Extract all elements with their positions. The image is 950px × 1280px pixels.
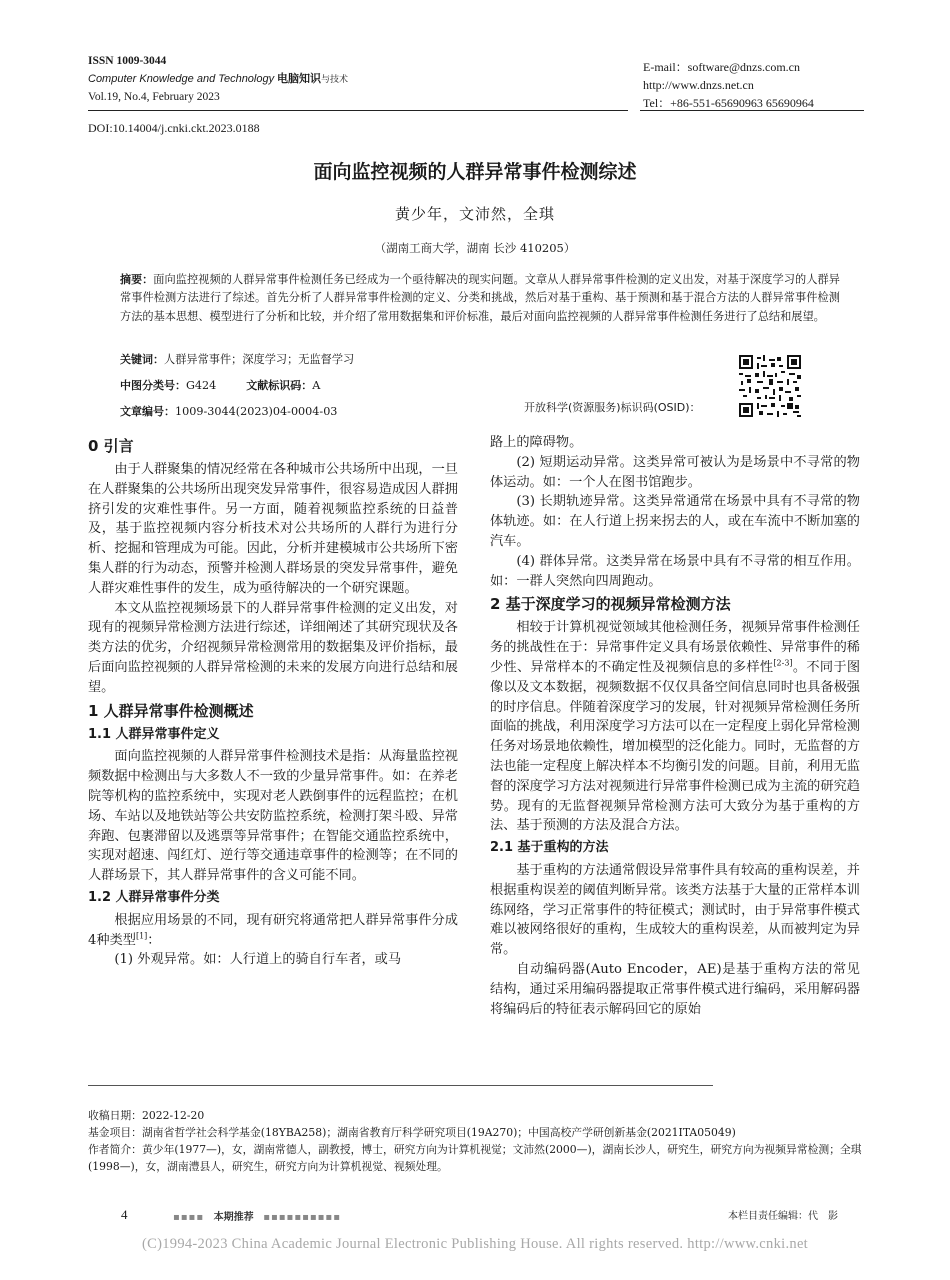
paragraph-type-1: (1) 外观异常。如：人行道上的骑自行车者，或马 xyxy=(114,952,402,968)
paragraph-definition: 面向监控视频的人群异常事件检测技术是指：从海量监控视频数据中检测出与大多数人不一致的少量异常事件。如：在养老院等机构的监控系统中，实现对老人跌倒事件的远程监控；在机场、车站以及地铁站等公共安防监控系统，检测打架斗殴、异常奔跑、包裹滞留以及逃票等异常事件；在智能交通监控系统中，实现对超速、闯红灯、逆行等交通违章事件的检测等；在不同的人群场景下，其人群异常事件的含义可能不同。 xyxy=(88,749,458,884)
authors: 黄少年，文沛然，全琪 xyxy=(394,205,555,223)
right-column xyxy=(490,433,860,1019)
left-column xyxy=(88,433,458,970)
classification-text-end: ： xyxy=(147,932,161,948)
abstract xyxy=(120,271,840,326)
osid-label: 开放科学(资源服务)标识码(OSID)： xyxy=(524,401,701,414)
fund-text: 湖南省哲学社会科学基金(18YBA258)；湖南省教育厅科学研究项目(19A270)；中国高校产学研创新基金(2021ITA05049) xyxy=(141,1126,736,1139)
paper-title: 面向监控视频的人群异常事件检测综述 xyxy=(313,161,637,183)
doc-code-label: 文献标识码： xyxy=(246,379,313,392)
article-no-text: 1009-3044(2023)04-0004-03 xyxy=(175,405,338,418)
article-no-label: 文章编号： xyxy=(120,405,175,418)
paragraph-type-4: (4) 群体异常。这类异常在场景中具有不寻常的相互作用。如：一群人突然向四周跑动。 xyxy=(490,553,860,589)
classification-text: 根据应用场景的不同，现有研究将通常把人群异常事件分成4种类型 xyxy=(88,912,458,948)
paragraph-autoencoder: 自动编码器(Auto Encoder，AE)是基于重构方法的常见结构，通过采用编码器提取正常事件模式进行编码，采用解码器将编码后的特征表示解码回它的原始 xyxy=(490,961,860,1017)
citation-ref-1: [1] xyxy=(135,931,148,941)
section-heading-2: 2 基于深度学习的视频异常检测方法 xyxy=(490,595,731,614)
dots-decoration-right: ▪▪▪▪▪▪▪▪▪▪ xyxy=(263,1212,341,1223)
doi: DOI:10.14004/j.cnki.ckt.2023.0188 xyxy=(88,121,260,135)
journal-name xyxy=(88,70,348,88)
contact-email: E-mail：software@dnzs.com.cn xyxy=(643,60,801,74)
journal-name-cn: 电脑知识 xyxy=(276,72,321,85)
clc-text: G424 xyxy=(186,379,217,392)
author-bio-text: 黄少年(1977—)，女，湖南常德人，副教授，博士，研究方向为计算机视觉；文沛然(2000—)，湖南长沙人，研究生，研究方向为视频异常检测；全琪(1998—)，女，湖南澧县人，研究生，研究方向为计算机视觉、视频处理。 xyxy=(88,1143,862,1173)
paragraph-type-1-cont: 路上的障碍物。 xyxy=(490,435,583,450)
classification xyxy=(120,377,320,393)
qr-code-icon xyxy=(739,355,801,417)
keywords xyxy=(120,351,354,367)
header-rule-right xyxy=(640,110,864,111)
paragraph-intro-1: 由于人群聚集的情况经常在各种城市公共场所中出现，一旦在人群聚集的公共场所出现突发异常事件，很容易造成因人群拥挤引发的灾难性事件。另一方面，随着视频监控系统的日益普及，基于监控视频内容分析技术对公共场所的人群行为进行分析、挖掘和管理成为可能。因此，分析并建模城市公共场所下密集人群的行为动态，预警并检测人群场景的突发异常事件，避免人群灾难性事件的发生，成为亟待解决的一个研究课题。 xyxy=(88,462,458,596)
challenges-text-a: 相较于计算机视觉领域其他检测任务，视频异常事件检测任务的挑战性在于：异常事件定义具有场景依赖性、异常事件的稀少性、异常样本的不确定性及视频信息的多样性 xyxy=(490,620,860,675)
keywords-text: 人群异常事件；深度学习；无监督学习 xyxy=(164,353,355,366)
dots-decoration-left: ▪▪▪▪ xyxy=(173,1212,205,1223)
citation-ref-2-3: [2-3] xyxy=(773,658,793,668)
contact-url: http://www.dnzs.net.cn xyxy=(643,78,754,92)
fund-label: 基金项目： xyxy=(88,1126,142,1139)
recommend-banner xyxy=(173,1208,341,1223)
section-heading-1-1: 1.1 人群异常事件定义 xyxy=(88,726,220,742)
journal-name-cn2: 与技术 xyxy=(320,74,348,84)
clc-label: 中图分类号： xyxy=(120,379,186,392)
journal-header-left xyxy=(88,52,348,106)
journal-header-right xyxy=(643,58,814,112)
section-heading-1-2: 1.2 人群异常事件分类 xyxy=(88,889,220,905)
copyright-watermark: (C)1994-2023 China Academic Journal Electronic Publishing House. All rights reserved. http://www.cnki.net xyxy=(141,1236,809,1252)
column-editor: 本栏目责任编辑：代 影 xyxy=(728,1211,838,1222)
paragraph-reconstruction: 基于重构的方法通常假设异常事件具有较高的重构误差，并根据重构误差的阈值判断异常。该类方法基于大量的正常样本训练网络，学习正常事件的特征模式；测试时，由于异常事件模式难以被网络很好的重构，生成较大的重构误差，从而被判定为异常。 xyxy=(490,862,860,958)
author-bio-label: 作者简介： xyxy=(88,1143,142,1156)
paragraph-classification xyxy=(88,911,458,951)
fund-info xyxy=(88,1124,868,1141)
section-heading-1: 1 人群异常事件检测概述 xyxy=(88,701,254,720)
contact-tel: Tel：+86-551-65690963 65690964 xyxy=(643,96,814,110)
footnote xyxy=(88,1107,868,1175)
article-number xyxy=(120,403,337,419)
paragraph-type-2: (2) 短期运动异常。这类异常可被认为是场景中不寻常的物体运动。如：一个人在图书馆跑步。 xyxy=(490,454,860,490)
doc-code-text: A xyxy=(312,379,321,392)
recommend-label: 本期推荐 xyxy=(213,1212,254,1223)
section-heading-2-1: 2.1 基于重构的方法 xyxy=(490,840,609,856)
footnote-rule xyxy=(88,1085,713,1086)
paragraph-challenges xyxy=(490,618,860,836)
header-rule-left xyxy=(88,110,628,111)
journal-name-en: Computer Knowledge and Technology xyxy=(88,73,275,85)
volume-info: Vol.19, No.4, February 2023 xyxy=(88,91,220,103)
paragraph-type-3: (3) 长期轨迹异常。这类异常通常在场景中具有不寻常的物体轨迹。如：在人行道上拐来拐去的人，或在车流中不断加塞的汽车。 xyxy=(490,494,860,549)
abstract-text: 面向监控视频的人群异常事件检测任务已经成为一个亟待解决的现实问题。文章从人群异常事件检测的定义出发，对基于深度学习的人群异常事件检测方法进行了综述。首先分析了人群异常事件检测的定义、分类和挑战，然后对基于重构、基于预测和基于混合方法的人群异常事件检测方法的基本思想、模型进行了分析和比较，并介绍了常用数据集和评价标准，最后对面向监控视频的人群异常事件检测任务进行了总结和展望。 xyxy=(120,273,840,323)
keywords-label: 关键词： xyxy=(120,353,164,366)
author-bio xyxy=(88,1141,868,1175)
abstract-label: 摘要： xyxy=(120,273,154,286)
paragraph-intro-2: 本文从监控视频场景下的人群异常事件检测的定义出发，对现有的视频异常检测方法进行综述，详细阐述了其研究现状及各类方法的优劣，介绍视频异常检测常用的数据集及评价指标，最后面向监控视频的人群异常检测的未来的发展方向进行总结和展望。 xyxy=(88,600,458,695)
challenges-text-b: 。不同于图像以及文本数据，视频数据不仅仅具备空间信息同时也具备极强的时序信息。伴随着深度学习的发展，针对视频异常检测任务所面临的挑战，利用深度学习方法可以在一定程度上弱化异常检测任务对场景地依赖性，增加模型的泛化能力。同时，无监督的方法也能一定程度上解决样本不均衡引发的问题。目前，利用无监督的深度学习方法对视频进行异常事件检测已成为主流的研究趋势。现有的无监督视频异常检测方法可大致分为基于重构的方法、基于预测的方法及混合方法。 xyxy=(490,659,861,834)
received-date: 收稿日期：2022-12-20 xyxy=(88,1109,205,1122)
page-number: 4 xyxy=(121,1207,128,1222)
affiliation: （湖南工商大学，湖南 长沙 410205） xyxy=(374,241,576,255)
issn: ISSN 1009-3044 xyxy=(88,55,167,67)
section-heading-0: 0 引言 xyxy=(88,437,134,455)
